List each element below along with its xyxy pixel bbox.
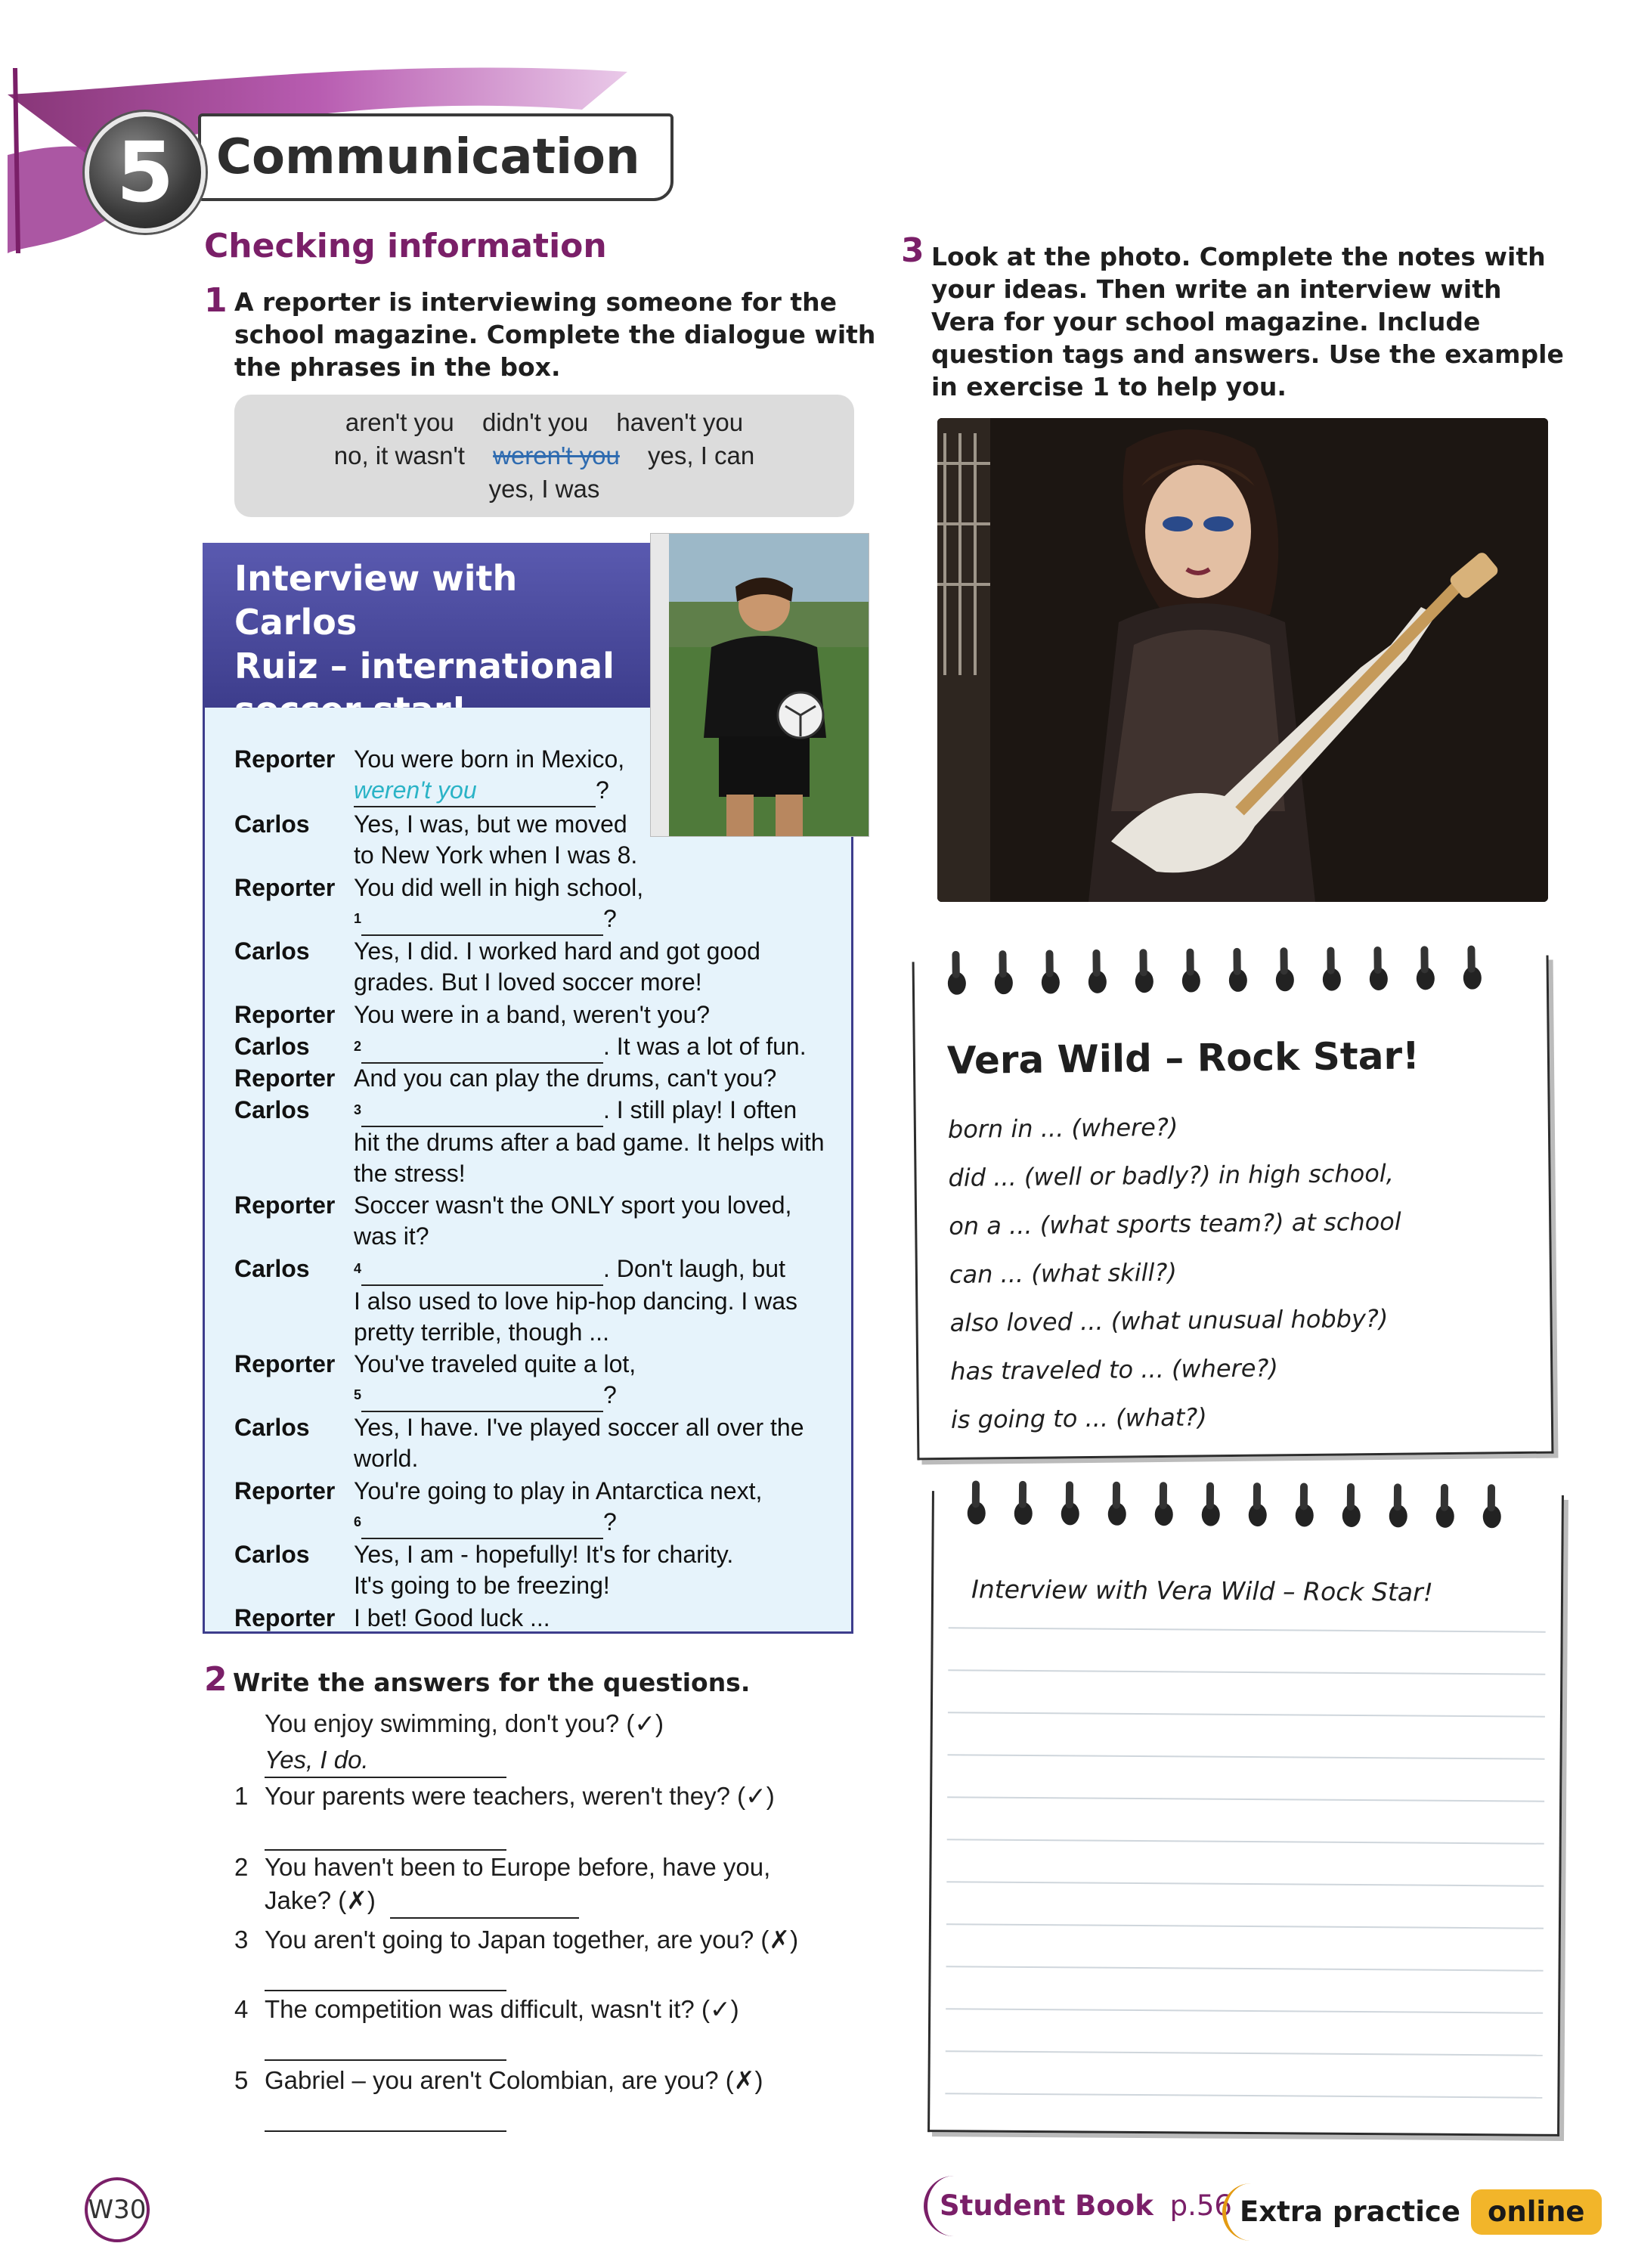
dialogue-line: You were born in Mexico, [354, 745, 625, 773]
speaker-carlos: Carlos [234, 1414, 310, 1441]
speaker-carlos: Carlos [234, 1096, 310, 1123]
exercise-1-number: 1 [204, 281, 228, 320]
student-book-reference[interactable] [924, 2176, 1232, 2236]
dialogue-line: Yes, I am - hopefully! It's for charity. [354, 1541, 734, 1568]
blank-number: 2 [354, 1039, 362, 1054]
answer-blank[interactable] [265, 1990, 506, 1991]
blank-number: 6 [354, 1514, 362, 1529]
dialogue-line: hit the drums after a bad game. It helps with [354, 1129, 825, 1156]
instruction-line: your ideas. Then write an interview with [931, 274, 1502, 304]
student-book-label: Student Book [940, 2189, 1153, 2222]
dialogue-punct: ? [603, 1508, 617, 1535]
speaker-reporter: Reporter [234, 1604, 336, 1631]
speaker-reporter: Reporter [234, 874, 336, 901]
instruction-line: A reporter is interviewing someone for the [234, 287, 838, 317]
dialogue-line: Yes, I was, but we moved [354, 810, 627, 838]
interview-title-line: Ruiz – international [234, 646, 615, 686]
exercise-3-number: 3 [901, 231, 924, 270]
unit-number-badge: 5 [85, 112, 206, 233]
dialogue-line: You were in a band, weren't you? [354, 1001, 711, 1028]
speaker-reporter: Reporter [234, 1191, 336, 1219]
dialogue-line: Yes, I did. I worked hard and got good [354, 937, 760, 965]
answer-blank[interactable] [361, 1031, 603, 1064]
answer-blank[interactable] [361, 903, 603, 936]
unit-title: Communication [198, 113, 674, 201]
question-item [234, 1993, 739, 2026]
exercise-2-number: 2 [204, 1660, 228, 1699]
instruction-line: in exercise 1 to help you. [931, 372, 1287, 401]
speaker-reporter: Reporter [234, 1477, 336, 1504]
blank-number: 1 [354, 911, 362, 926]
dialogue-line: . Don't laugh, but [603, 1255, 785, 1282]
exercise-1-instruction [234, 286, 884, 383]
exercise-2-instruction: Write the answers for the questions. [233, 1668, 751, 1697]
instruction-line: Look at the photo. Complete the notes with [931, 242, 1546, 271]
dialogue-line: You've traveled quite a lot, [354, 1350, 636, 1377]
phrase: didn't you [482, 408, 589, 436]
writing-title: Interview with Vera Wild – Rock Star! [971, 1574, 1434, 1607]
dialogue-punct: ? [596, 776, 609, 804]
phrase-box [234, 395, 854, 517]
question-item [234, 1780, 775, 1813]
speaker-carlos: Carlos [234, 1541, 310, 1568]
dialogue-line: Yes, I have. I've played soccer all over the [354, 1414, 804, 1441]
online-badge[interactable]: online [1471, 2189, 1602, 2235]
question-number: 4 [234, 1995, 249, 2023]
note-item: has traveled to ... (where?) [950, 1353, 1279, 1386]
instruction-line: question tags and answers. Use the example [931, 339, 1564, 369]
phrase: no, it wasn't [333, 442, 465, 469]
interview-title-banner [203, 543, 650, 708]
spiral-binding [961, 1480, 1507, 1528]
page-number: W30 [85, 2177, 150, 2242]
instruction-line: school magazine. Complete the dialogue with [234, 320, 876, 349]
question-text: Gabriel – you aren't Colombian, are you? (✗) [265, 2066, 763, 2094]
note-item: did ... (well or badly?) in high school, [948, 1158, 1395, 1192]
speaker-carlos: Carlos [234, 810, 310, 838]
dialogue-line: Soccer wasn't the ONLY sport you loved, [354, 1191, 792, 1219]
dialogue-line: grades. But I loved soccer more! [354, 968, 702, 996]
phrase: haven't you [616, 408, 744, 436]
dialogue-line: And you can play the drums, can't you? [354, 1064, 777, 1092]
example-answer: Yes, I do. [265, 1743, 506, 1778]
note-item: is going to ... (what?) [950, 1402, 1207, 1434]
notes-notepad [912, 956, 1554, 1461]
note-item: on a ... (what sports team?) at school [949, 1207, 1401, 1241]
note-item: born in ... (where?) [947, 1112, 1178, 1144]
dialogue-line: I bet! Good luck ... [354, 1604, 550, 1631]
extra-practice-label: Extra practice [1240, 2195, 1460, 2228]
dialogue-line: You're going to play in Antarctica next, [354, 1477, 763, 1504]
phrase: yes, I can [648, 442, 755, 469]
dialogue-line: It's going to be freezing! [354, 1572, 610, 1599]
speaker-reporter: Reporter [234, 745, 336, 773]
answer-blank[interactable] [265, 2130, 506, 2132]
question-text: Jake? (✗) [265, 1886, 376, 1914]
answer-blank[interactable] [361, 1507, 603, 1539]
dialogue-line: . It was a lot of fun. [603, 1033, 807, 1060]
instruction-line: the phrases in the box. [234, 352, 561, 382]
section-title: Checking information [204, 227, 607, 265]
question-number: 5 [234, 2066, 249, 2094]
dialogue-punct: ? [603, 905, 617, 932]
blank-number: 3 [354, 1102, 362, 1117]
dialogue-line: . I still play! I often [603, 1096, 797, 1123]
dialogue-line: You did well in high school, [354, 874, 644, 901]
notes-title: Vera Wild – Rock Star! [946, 1033, 1420, 1083]
speaker-carlos: Carlos [234, 937, 310, 965]
instruction-line: Vera for your school magazine. Include [931, 307, 1481, 336]
example-question: You enjoy swimming, don't you? (✓) [265, 1709, 664, 1737]
speaker-reporter: Reporter [234, 1001, 336, 1028]
interview-writing-notepad [927, 1491, 1564, 2136]
dialogue-line: I also used to love hip-hop dancing. I was [354, 1287, 798, 1315]
question-text: You aren't going to Japan together, are you? (✗) [265, 1926, 799, 1954]
question-number: 1 [234, 1782, 249, 1810]
notes-list [948, 1101, 1404, 1444]
phrase: aren't you [345, 408, 454, 436]
dialogue-punct: ? [603, 1381, 617, 1408]
speaker-carlos: Carlos [234, 1033, 310, 1060]
dialogue-line: pretty terrible, though ... [354, 1318, 609, 1346]
question-text: Your parents were teachers, weren't they? (✓) [265, 1782, 775, 1810]
interview-title-line: Interview with Carlos [234, 558, 518, 643]
question-number: 2 [234, 1853, 249, 1881]
dialogue-line: the stress! [354, 1160, 466, 1187]
extra-practice-link[interactable] [1222, 2183, 1602, 2241]
answer-blank[interactable] [361, 1095, 603, 1127]
blank-number: 5 [354, 1387, 362, 1402]
exercise-3-instruction [931, 240, 1596, 403]
vera-photo [937, 418, 1548, 902]
speaker-reporter: Reporter [234, 1064, 336, 1092]
question-item [234, 1851, 770, 1919]
speaker-carlos: Carlos [234, 1255, 310, 1282]
dialogue-line: world. [354, 1445, 419, 1472]
dialogue-line: was it? [354, 1222, 429, 1250]
question-text: You haven't been to Europe before, have you, [265, 1853, 771, 1881]
question-item [234, 2064, 763, 2097]
answer-blank[interactable] [361, 1253, 603, 1286]
dialogue-line: to New York when I was 8. [354, 841, 638, 869]
answer-blank[interactable] [265, 2059, 506, 2061]
question-number: 3 [234, 1926, 249, 1954]
phrase: yes, I was [488, 475, 600, 503]
blank-number: 4 [354, 1261, 362, 1276]
answer-example: weren't you [354, 775, 596, 807]
answer-blank[interactable] [390, 1884, 579, 1919]
question-text: The competition was difficult, wasn't it? (✓) [265, 1995, 739, 2023]
question-item [234, 1923, 798, 1957]
spiral-binding [941, 945, 1488, 995]
speaker-reporter: Reporter [234, 1350, 336, 1377]
page-reference: p.56 [1169, 2189, 1232, 2222]
phrase-used: weren't you [493, 442, 620, 469]
note-item: also loved ... (what unusual hobby?) [949, 1303, 1389, 1337]
note-item: can ... (what skill?) [949, 1257, 1178, 1289]
answer-blank[interactable] [361, 1380, 603, 1412]
